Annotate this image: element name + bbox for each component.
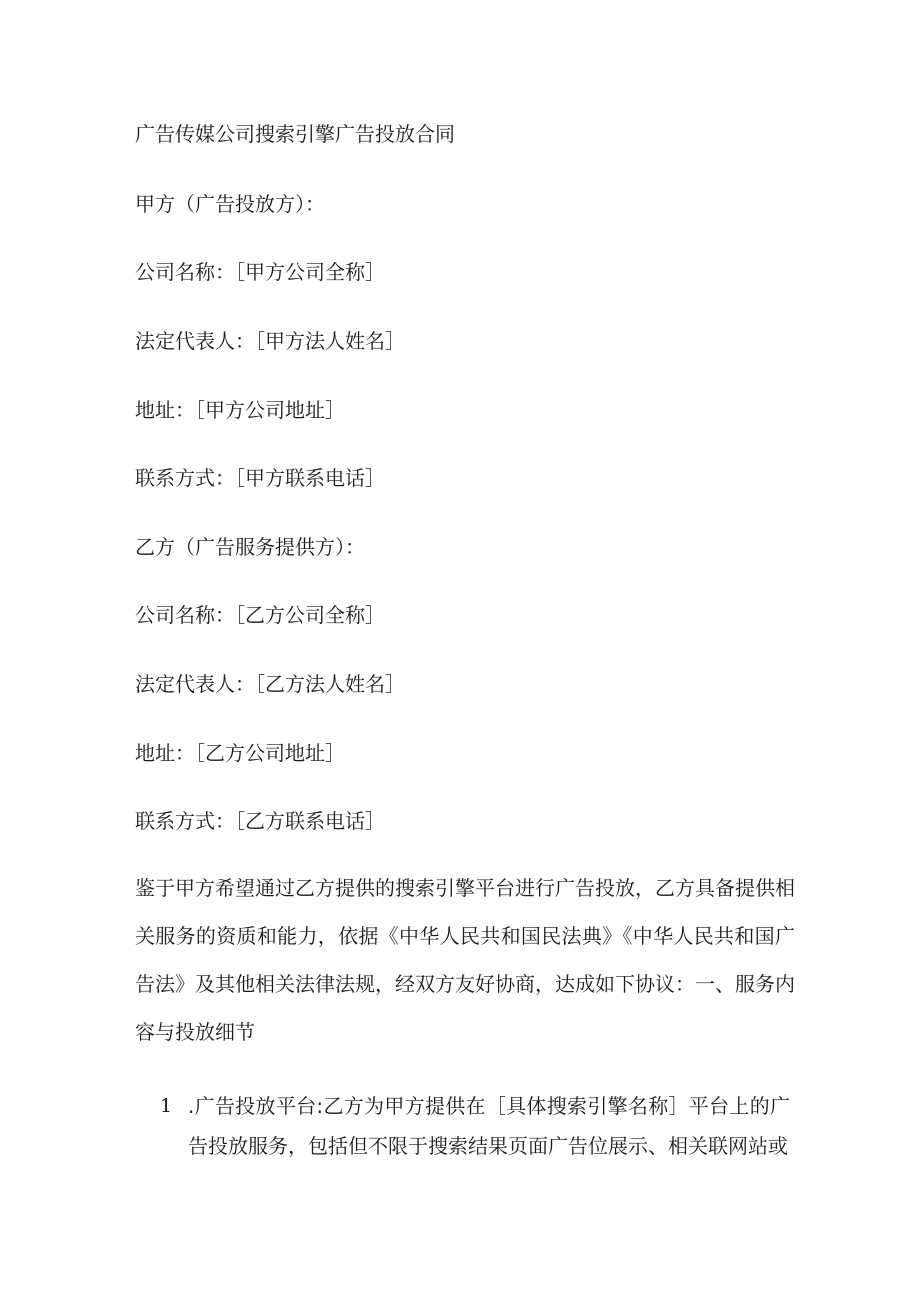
party-b-contact: 联系方式：［乙方联系电话］ [135, 809, 385, 833]
party-a-company: 公司名称：［甲方公司全称］ [135, 260, 385, 284]
document-title: 广告传媒公司搜索引擎广告投放合同 [135, 122, 455, 146]
party-b-company: 公司名称：［乙方公司全称］ [135, 603, 385, 627]
party-b-address: 地址：［乙方公司地址］ [135, 741, 345, 765]
party-a-legal-rep: 法定代表人：［甲方法人姓名］ [135, 329, 405, 353]
party-b-heading: 乙方（广告服务提供方）： [135, 535, 365, 559]
list-item-number: 1 [160, 1095, 173, 1117]
party-a-address: 地址：［甲方公司地址］ [135, 398, 345, 422]
preamble-paragraph: 鉴于甲方希望通过乙方提供的搜索引擎平台进行广告投放，乙方具备提供相关服务的资质和能力，依据《中华人民共和国民法典》《中华人民共和国广告法》及其他相关法律法规，经双方友好协商，达成如下协议：一、服务内容与投放细节 [135, 876, 795, 1044]
list-item [160, 1086, 790, 1166]
list-item-text: .广告投放平台:乙方为甲方提供在［具体搜索引擎名称］平台上的广告投放服务，包括但不限于搜索结果页面广告位展示、相关联网站或 [188, 1094, 790, 1158]
party-a-heading: 甲方（广告投放方）： [135, 192, 325, 216]
party-a-contact: 联系方式：［甲方联系电话］ [135, 466, 385, 490]
party-b-legal-rep: 法定代表人：［乙方法人姓名］ [135, 672, 405, 696]
